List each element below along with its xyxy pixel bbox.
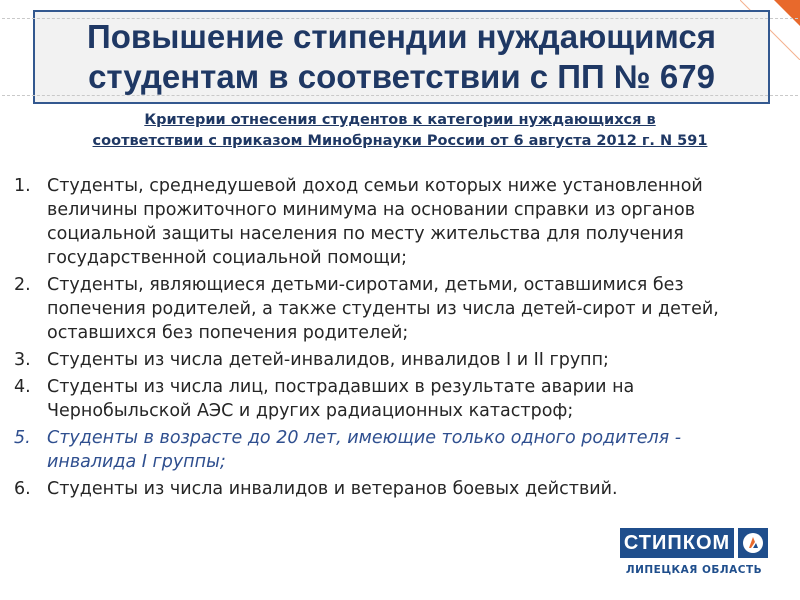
item-number: 4. — [14, 377, 31, 397]
item-text: Студенты из числа лиц, пострадавших в результате аварии на Чернобыльской АЭС и других радиационных катастроф; — [47, 377, 635, 421]
subtitle — [10, 110, 790, 152]
criteria-list — [14, 174, 774, 504]
item-text: Студенты из числа инвалидов и ветеранов боевых действий. — [47, 479, 618, 499]
stipkom-emblem-icon — [738, 528, 768, 558]
criteria-item-highlighted — [14, 426, 774, 474]
item-text: Студенты из числа детей-инвалидов, инвалидов I и II групп; — [47, 350, 609, 370]
item-text: Студенты в возрасте до 20 лет, имеющие только одного родителя - инвалида I группы; — [47, 428, 682, 472]
logo-wordmark: СТИПКОМ — [620, 528, 734, 558]
criteria-item — [14, 375, 774, 423]
criteria-item — [14, 273, 774, 345]
title-line-2: студентам в соответствии с ПП № 679 — [88, 58, 715, 95]
item-text: Студенты, являющиеся детьми-сиротами, детьми, оставшимися без попечения родителей, а также студенты из числа детей-сирот и детей, оставшихся без попечения родителей; — [47, 275, 719, 343]
item-text: Студенты, среднедушевой доход семьи которых ниже установленной величины прожиточного минимума на основании справки из органов социальной защиты населения по месту жительства для получения государственной социальной помощи; — [47, 176, 703, 268]
item-number: 1. — [14, 176, 31, 196]
page-title — [87, 17, 716, 97]
title-line-1: Повышение стипендии нуждающимся — [87, 18, 716, 55]
logo-region: ЛИПЕЦКАЯ ОБЛАСТЬ — [625, 564, 763, 576]
title-box — [33, 10, 770, 104]
criteria-item — [14, 174, 774, 270]
subtitle-line-2: соответствии с приказом Минобрнауки России от 6 августа 2012 г. N 591 — [92, 133, 708, 149]
criteria-item — [14, 348, 774, 372]
item-number: 2. — [14, 275, 31, 295]
item-number: 6. — [14, 479, 31, 499]
criteria-item — [14, 477, 774, 501]
item-number: 3. — [14, 350, 31, 370]
stipkom-logo — [620, 528, 768, 584]
corner-decoration — [774, 0, 800, 26]
item-number: 5. — [14, 428, 31, 448]
subtitle-line-1: Критерии отнесения студентов к категории нуждающихся в — [144, 112, 656, 128]
